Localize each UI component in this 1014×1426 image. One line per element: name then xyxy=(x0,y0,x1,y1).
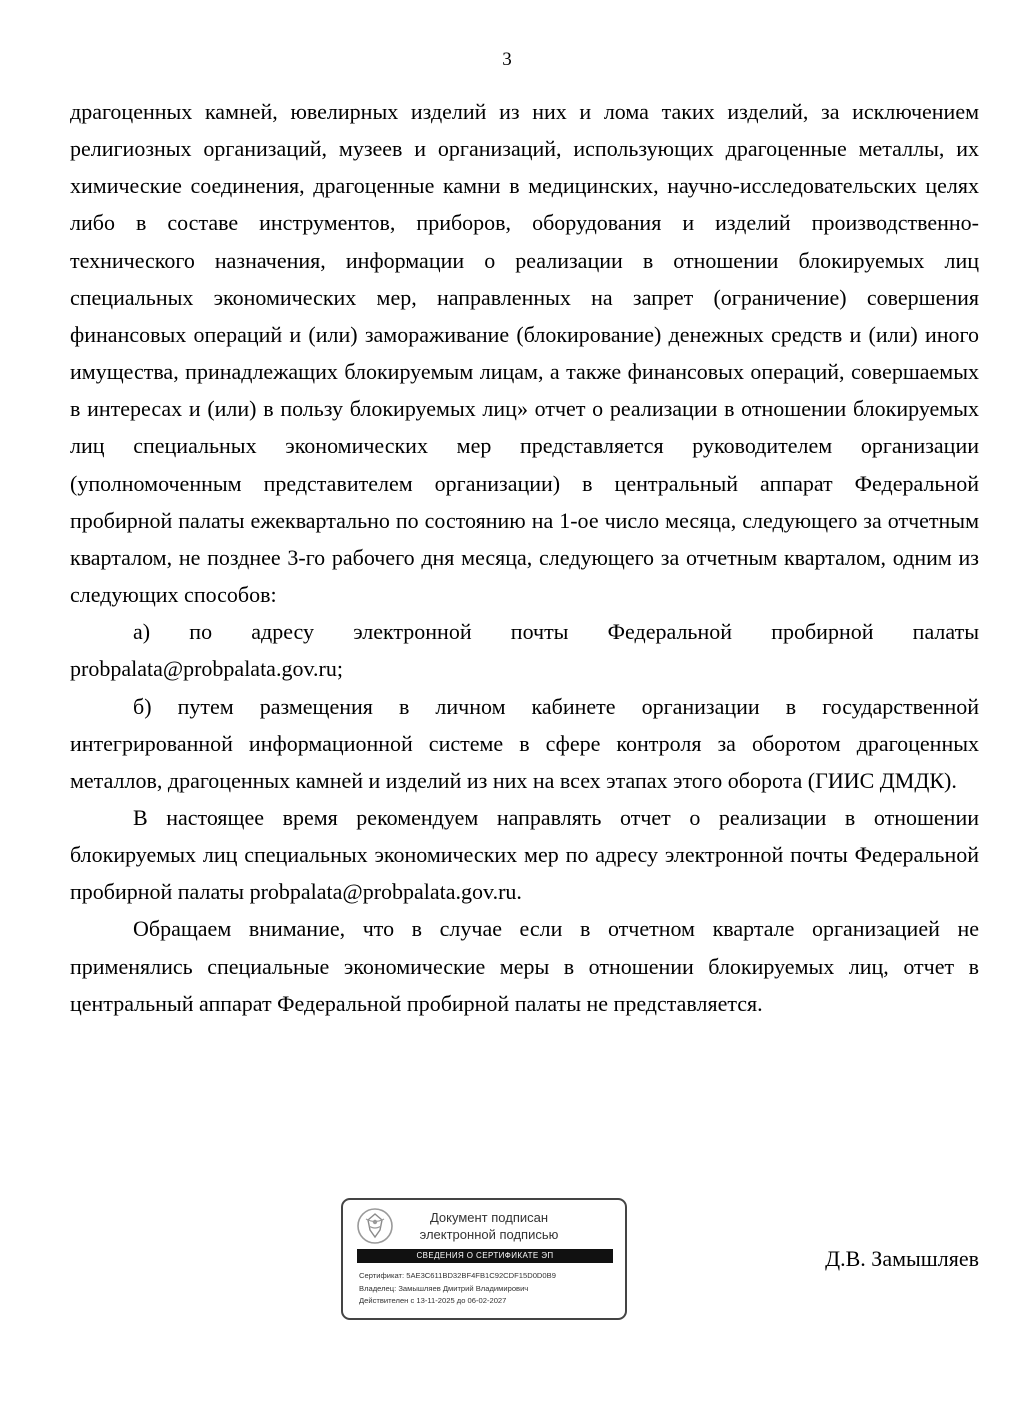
certificate-owner: Владелец: Замышляев Дмитрий Владимирович xyxy=(359,1283,529,1293)
paragraph-reporting-order: драгоценных камней, ювелирных изделий из них и лома таких изделий, за исключением религиозных организаций, музеев и организаций, использующих драгоценные металлы, их химические соединения, драгоценные камни в медицинских, научно-исследовательских целях либо в составе инструментов, приборов, оборудования и изделий производственно-технического назначения, информации о реализации в отношении блокируемых лиц специальных экономических мер, направленных на запрет (ограничение) совершения финансовых операций и (или) замораживание (блокирование) денежных средств и (или) иного имущества, принадлежащих блокируемым лицам, а также финансовых операций, совершаемых в интересах и (или) в пользу блокируемых лиц» отчет о реализации в отношении блокируемых лиц специальных экономических мер представляется руководителем организации (уполномоченным представителем организации) в центральный аппарат Федеральной пробирной палаты ежеквартально по состоянию на 1-ое число месяца, следующего за отчетным кварталом, не позднее 3-го рабочего дня месяца, следующего за отчетным кварталом, одним из следующих способов: xyxy=(70,99,979,608)
certificate-details xyxy=(359,1270,621,1308)
stamp-title: Документ подписан электронной подписью xyxy=(419,1210,559,1242)
page-number: 3 xyxy=(502,49,512,70)
signatory-name: Д.В. Замышляев xyxy=(825,1246,979,1271)
letter-body xyxy=(70,93,979,1022)
electronic-signature-stamp xyxy=(341,1198,627,1320)
certificate-info-bar: СВЕДЕНИЯ О СЕРТИФИКАТЕ ЭП xyxy=(357,1249,613,1263)
paragraph-notice: Обращаем внимание, что в случае если в отчетном квартале организацией не применялись специальные экономические меры в отношении блокируемых лиц, отчет в центральный аппарат Федеральной пробирной палаты не представляется. xyxy=(70,916,979,1016)
certificate-validity: Действителен с 13-11-2025 до 06-02-2027 xyxy=(359,1296,507,1306)
coat-of-arms-icon xyxy=(355,1206,395,1246)
paragraph-option-giis: б) путем размещения в личном кабинете организации в государственной интегрированной информационной системе в сфере контроля за оборотом драгоценных металлов, драгоценных камней и изделий из них на всех этапах этого оборота (ГИИС ДМДК). xyxy=(70,693,979,793)
certificate-number: Сертификат: 5AE3C611BD32BF4FB1C92CDF15D0D0B9 xyxy=(359,1271,556,1280)
paragraph-recommendation: В настоящее время рекомендуем направлять отчет о реализации в отношении блокируемых лиц специальных экономических мер по адресу электронной почты Федеральной пробирной палаты probpalata@probpalata.gov.ru. xyxy=(70,804,979,905)
paragraph-option-email: а) по адресу электронной почты Федеральной пробирной палаты probpalata@probpalata.gov.ru; xyxy=(70,619,979,682)
